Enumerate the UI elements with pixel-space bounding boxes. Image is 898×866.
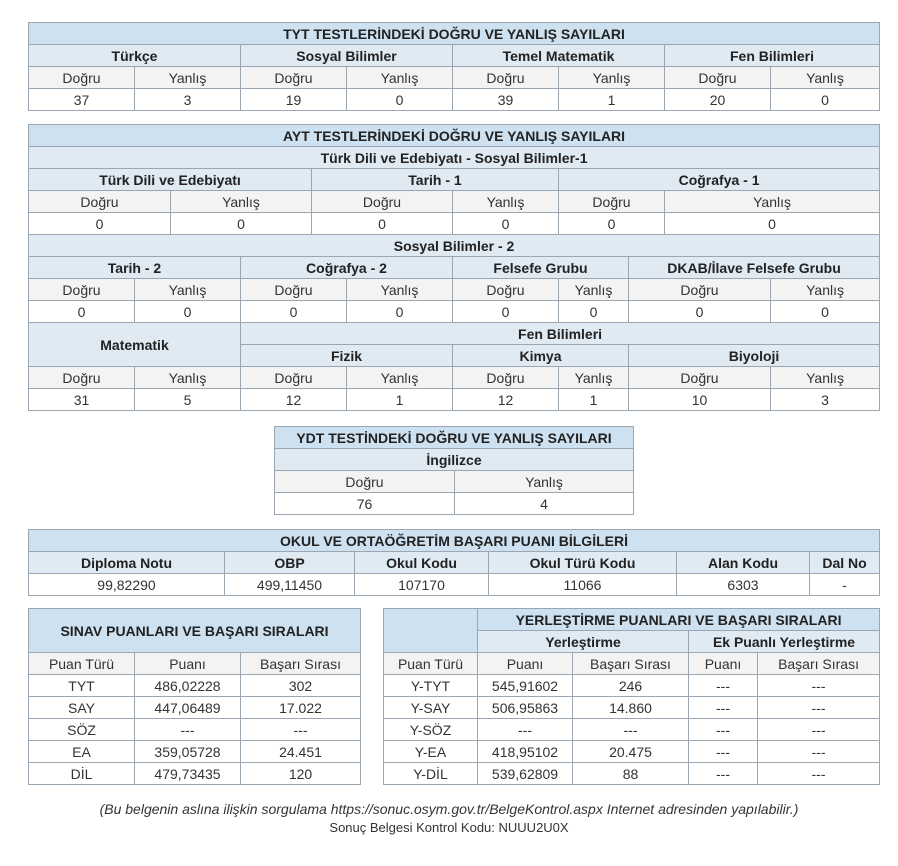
col-label-correct: Doğru (559, 191, 665, 213)
ayt-subject-dkab: DKAB/İlave Felsefe Grubu (629, 257, 880, 279)
ayt-subject-tarih1: Tarih - 1 (312, 169, 559, 191)
col-label-correct: Doğru (665, 67, 771, 89)
score-value: --- (135, 719, 241, 741)
placement-scores-table (383, 608, 880, 785)
score-type: Y-SAY (384, 697, 478, 719)
tyt-title: TYT TESTLERİNDEKİ DOĞRU VE YANLIŞ SAYILARI (29, 23, 880, 45)
control-code: Sonuç Belgesi Kontrol Kodu: NUUU2U0X (329, 820, 569, 835)
ayt-subject-cografya1: Coğrafya - 1 (559, 169, 880, 191)
ayt-table (28, 124, 880, 411)
ydt-value: 4 (455, 493, 634, 515)
ydt-value: 76 (275, 493, 455, 515)
col-label-wrong: Yanlış (453, 191, 559, 213)
tyt-value: 1 (559, 89, 665, 111)
ayt-group1-title: Türk Dili ve Edebiyatı - Sosyal Bilimler-1 (29, 147, 880, 169)
score-value: 506,95863 (478, 697, 573, 719)
col-label-correct: Doğru (275, 471, 455, 493)
header-puani: Puanı (478, 653, 573, 675)
ydt-table (274, 426, 634, 515)
school-title: OKUL VE ORTAÖĞRETİM BAŞARI PUANI BİLGİLERİ (29, 530, 880, 552)
score-type: Y-EA (384, 741, 478, 763)
tyt-subject-turkce: Türkçe (29, 45, 241, 67)
header-basari-sirasi: Başarı Sırası (241, 653, 361, 675)
score-value: --- (478, 719, 573, 741)
extra-score-rank: --- (758, 697, 880, 719)
ayt-value: 0 (29, 301, 135, 323)
table-row (29, 675, 361, 697)
tyt-subject-sosyal: Sosyal Bilimler (241, 45, 453, 67)
verification-note: (Bu belgenin aslına ilişkin sorgulama https://sonuc.osym.gov.tr/BelgeKontrol.aspx Internet adresinden yapılabilir.) (99, 801, 799, 817)
ayt-value: 1 (347, 389, 453, 411)
tyt-value: 3 (135, 89, 241, 111)
score-rank: --- (573, 719, 689, 741)
score-rank: 17.022 (241, 697, 361, 719)
col-label-correct: Doğru (29, 279, 135, 301)
tyt-subject-matematik: Temel Matematik (453, 45, 665, 67)
col-label-wrong: Yanlış (135, 67, 241, 89)
score-value: 545,91602 (478, 675, 573, 697)
col-label-correct: Doğru (241, 367, 347, 389)
score-rank: --- (241, 719, 361, 741)
exam-scores-title: SINAV PUANLARI VE BAŞARI SIRALARI (29, 609, 361, 653)
ayt-science-title: Fen Bilimleri (241, 323, 880, 345)
ayt-subject-felsefe: Felsefe Grubu (453, 257, 629, 279)
ayt-subject-cografya2: Coğrafya - 2 (241, 257, 453, 279)
ayt-value: 0 (347, 301, 453, 323)
col-label-wrong: Yanlış (559, 367, 629, 389)
header-ek-puani: Puanı (689, 653, 758, 675)
col-label-correct: Doğru (629, 367, 771, 389)
ayt-value: 0 (135, 301, 241, 323)
ayt-subject-fizik: Fizik (241, 345, 453, 367)
col-label-wrong: Yanlış (347, 279, 453, 301)
extra-score-rank: --- (758, 675, 880, 697)
ayt-value: 3 (771, 389, 880, 411)
col-label-correct: Doğru (453, 367, 559, 389)
score-type: SÖZ (29, 719, 135, 741)
header-okul-kodu: Okul Kodu (355, 552, 489, 574)
ayt-value: 0 (171, 213, 312, 235)
tyt-subject-fen: Fen Bilimleri (665, 45, 880, 67)
school-value: 99,82290 (29, 574, 225, 596)
table-row (29, 741, 361, 763)
col-label-wrong: Yanlış (559, 67, 665, 89)
ayt-value: 0 (29, 213, 171, 235)
score-rank: 88 (573, 763, 689, 785)
tyt-value: 37 (29, 89, 135, 111)
header-puan-turu: Puan Türü (29, 653, 135, 675)
placement-group-extra: Ek Puanlı Yerleştirme (689, 631, 880, 653)
score-type: Y-DİL (384, 763, 478, 785)
school-value: 107170 (355, 574, 489, 596)
tyt-value: 19 (241, 89, 347, 111)
ayt-value: 0 (241, 301, 347, 323)
header-basari-sirasi: Başarı Sırası (573, 653, 689, 675)
table-row (29, 763, 361, 785)
ayt-subject-matematik: Matematik (29, 323, 241, 367)
score-type: EA (29, 741, 135, 763)
header-puan-turu: Puan Türü (384, 653, 478, 675)
school-value: 499,11450 (225, 574, 355, 596)
ayt-value: 10 (629, 389, 771, 411)
score-rank: 14.860 (573, 697, 689, 719)
ayt-group2-title: Sosyal Bilimler - 2 (29, 235, 880, 257)
score-rank: 20.475 (573, 741, 689, 763)
ayt-value: 0 (559, 301, 629, 323)
placement-corner (384, 609, 478, 653)
score-type: Y-TYT (384, 675, 478, 697)
score-value: 539,62809 (478, 763, 573, 785)
score-value: 486,02228 (135, 675, 241, 697)
col-label-wrong: Yanlış (135, 279, 241, 301)
placement-scores-title: YERLEŞTİRME PUANLARI VE BAŞARI SIRALARI (478, 609, 880, 631)
ydt-title: YDT TESTİNDEKİ DOĞRU VE YANLIŞ SAYILARI (275, 427, 634, 449)
ayt-subject-tarih2: Tarih - 2 (29, 257, 241, 279)
extra-score-rank: --- (758, 763, 880, 785)
ayt-title: AYT TESTLERİNDEKİ DOĞRU VE YANLIŞ SAYILARI (29, 125, 880, 147)
school-table (28, 529, 880, 596)
ayt-value: 0 (312, 213, 453, 235)
tyt-value: 0 (771, 89, 880, 111)
ayt-value: 0 (665, 213, 880, 235)
ayt-value: 0 (559, 213, 665, 235)
extra-score-value: --- (689, 697, 758, 719)
header-okul-turu-kodu: Okul Türü Kodu (489, 552, 677, 574)
school-value: 11066 (489, 574, 677, 596)
score-type: DİL (29, 763, 135, 785)
header-dal-no: Dal No (810, 552, 880, 574)
table-row (384, 697, 880, 719)
table-row (29, 719, 361, 741)
table-row (384, 719, 880, 741)
score-value: 418,95102 (478, 741, 573, 763)
extra-score-value: --- (689, 741, 758, 763)
score-type: SAY (29, 697, 135, 719)
table-row (29, 697, 361, 719)
ydt-subject-ingilizce: İngilizce (275, 449, 634, 471)
col-label-correct: Doğru (29, 191, 171, 213)
col-label-correct: Doğru (312, 191, 453, 213)
score-rank: 120 (241, 763, 361, 785)
ayt-value: 1 (559, 389, 629, 411)
col-label-correct: Doğru (29, 67, 135, 89)
col-label-wrong: Yanlış (347, 67, 453, 89)
school-value: 6303 (677, 574, 810, 596)
extra-score-value: --- (689, 719, 758, 741)
score-rank: 24.451 (241, 741, 361, 763)
tyt-value: 20 (665, 89, 771, 111)
col-label-wrong: Yanlış (347, 367, 453, 389)
col-label-wrong: Yanlış (771, 279, 880, 301)
score-value: 479,73435 (135, 763, 241, 785)
header-puani: Puanı (135, 653, 241, 675)
header-ek-basari-sirasi: Başarı Sırası (758, 653, 880, 675)
col-label-correct: Doğru (29, 367, 135, 389)
exam-scores-table (28, 608, 361, 785)
header-diploma-notu: Diploma Notu (29, 552, 225, 574)
tyt-value: 0 (347, 89, 453, 111)
score-type: Y-SÖZ (384, 719, 478, 741)
col-label-wrong: Yanlış (455, 471, 634, 493)
table-row (384, 741, 880, 763)
ayt-value: 5 (135, 389, 241, 411)
table-row (384, 675, 880, 697)
ayt-subject-biyoloji: Biyoloji (629, 345, 880, 367)
ayt-value: 31 (29, 389, 135, 411)
tyt-table (28, 22, 880, 111)
col-label-correct: Doğru (241, 67, 347, 89)
col-label-correct: Doğru (453, 67, 559, 89)
score-rank: 246 (573, 675, 689, 697)
col-label-correct: Doğru (241, 279, 347, 301)
score-rank: 302 (241, 675, 361, 697)
col-label-wrong: Yanlış (135, 367, 241, 389)
header-alan-kodu: Alan Kodu (677, 552, 810, 574)
tyt-value: 39 (453, 89, 559, 111)
ayt-value: 12 (453, 389, 559, 411)
ayt-subject-edebiyat: Türk Dili ve Edebiyatı (29, 169, 312, 191)
extra-score-rank: --- (758, 719, 880, 741)
school-value: - (810, 574, 880, 596)
score-type: TYT (29, 675, 135, 697)
col-label-wrong: Yanlış (665, 191, 880, 213)
ayt-value: 0 (771, 301, 880, 323)
col-label-correct: Doğru (453, 279, 559, 301)
ayt-subject-kimya: Kimya (453, 345, 629, 367)
col-label-wrong: Yanlış (559, 279, 629, 301)
ayt-value: 12 (241, 389, 347, 411)
score-value: 359,05728 (135, 741, 241, 763)
col-label-wrong: Yanlış (771, 367, 880, 389)
col-label-correct: Doğru (629, 279, 771, 301)
score-value: 447,06489 (135, 697, 241, 719)
ayt-value: 0 (453, 301, 559, 323)
extra-score-rank: --- (758, 741, 880, 763)
placement-group-main: Yerleştirme (478, 631, 689, 653)
col-label-wrong: Yanlış (771, 67, 880, 89)
table-row (384, 763, 880, 785)
header-obp: OBP (225, 552, 355, 574)
ayt-value: 0 (629, 301, 771, 323)
col-label-wrong: Yanlış (171, 191, 312, 213)
ayt-value: 0 (453, 213, 559, 235)
extra-score-value: --- (689, 763, 758, 785)
extra-score-value: --- (689, 675, 758, 697)
